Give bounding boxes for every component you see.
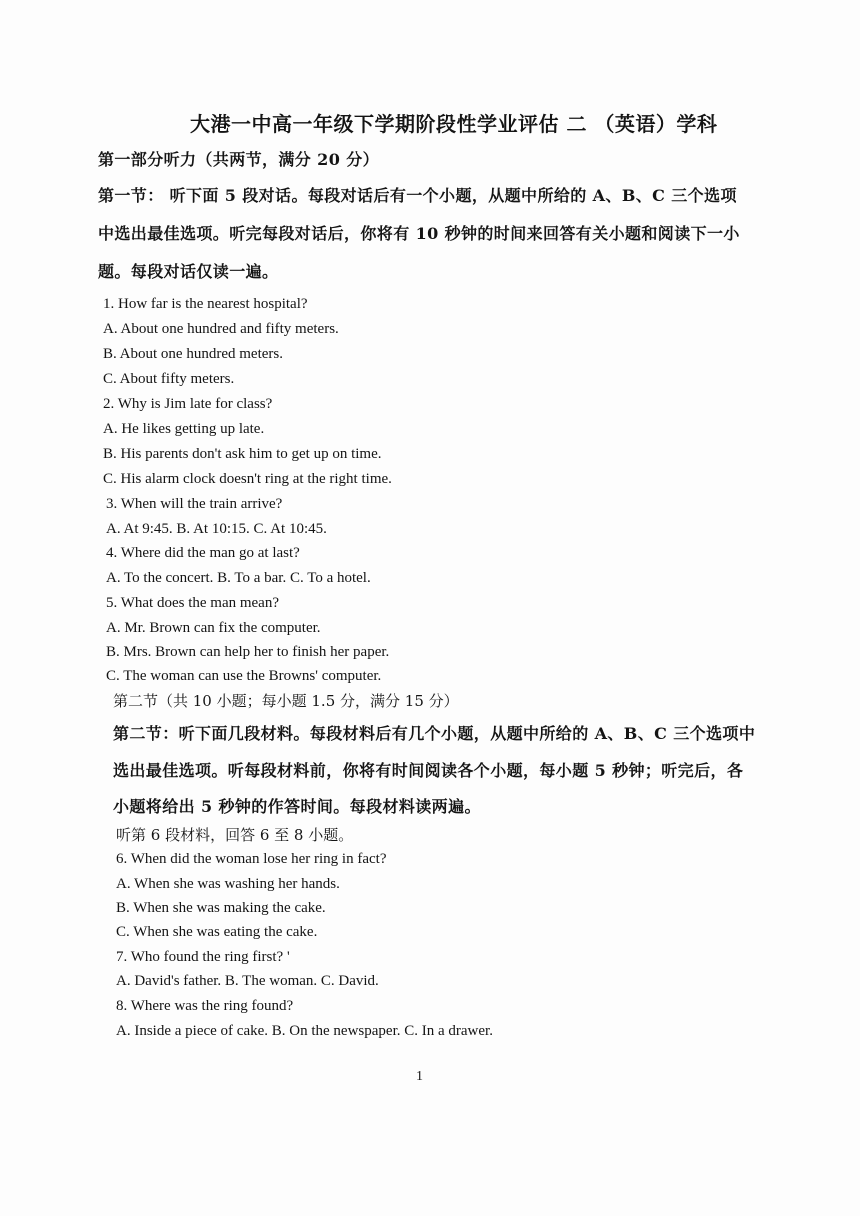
page-number: 1 bbox=[416, 1069, 423, 1084]
option-line: A. He likes getting up late. bbox=[103, 421, 265, 437]
option-line: C. His alarm clock doesn't ring at the right time. bbox=[103, 471, 392, 487]
question-2: 2. Why is Jim late for class? bbox=[103, 396, 273, 412]
section2-heading: 第二节（共 10 小题；每小题 1.5 分，满分 15 分） bbox=[113, 692, 459, 710]
option-line: A. Inside a piece of cake. B. On the newspaper. C. In a drawer. bbox=[116, 1023, 493, 1039]
question-3: 3. When will the train arrive? bbox=[106, 496, 283, 512]
question-4: 4. Where did the man go at last? bbox=[106, 545, 300, 561]
option-line: A. When she was washing her hands. bbox=[116, 876, 340, 892]
section2-instruction-line: 小题将给出 5 秒钟的作答时间。每段材料读两遍。 bbox=[113, 797, 481, 816]
option-line: A. About one hundred and fifty meters. bbox=[103, 321, 339, 337]
option-line: A. To the concert. B. To a bar. C. To a hotel. bbox=[106, 570, 371, 586]
section1-instruction-line: 中选出最佳选项。听完每段对话后，你将有 10 秒钟的时间来回答有关小题和阅读下一小 bbox=[98, 224, 740, 243]
question-6: 6. When did the woman lose her ring in fact? bbox=[116, 851, 387, 867]
section2-instruction-line: 选出最佳选项。听每段材料前，你将有时间阅读各个小题，每小题 5 秒钟；听完后，各 bbox=[113, 761, 744, 780]
section1-instruction-line: 第一节： 听下面 5 段对话。每段对话后有一个小题，从题中所给的 A、B、C 三个选项 bbox=[98, 186, 737, 205]
option-line: A. At 9:45. B. At 10:15. C. At 10:45. bbox=[106, 521, 327, 537]
option-line: B. His parents don't ask him to get up on time. bbox=[103, 446, 382, 462]
question-5: 5. What does the man mean? bbox=[106, 595, 279, 611]
section2-intro: 听第 6 段材料，回答 6 至 8 小题。 bbox=[116, 826, 354, 844]
option-line: A. Mr. Brown can fix the computer. bbox=[106, 620, 321, 636]
option-line: B. Mrs. Brown can help her to finish her paper. bbox=[106, 644, 390, 660]
exam-title: 大港一中高一年级下学期阶段性学业评估 二 （英语）学科 bbox=[190, 112, 718, 136]
question-8: 8. Where was the ring found? bbox=[116, 998, 294, 1014]
option-line: B. When she was making the cake. bbox=[116, 900, 326, 916]
section2-instruction-line: 第二节：听下面几段材料。每段材料后有几个小题，从题中所给的 A、B、C 三个选项中 bbox=[113, 724, 756, 743]
part1-heading: 第一部分听力（共两节，满分 20 分） bbox=[98, 150, 380, 169]
option-line: C. When she was eating the cake. bbox=[116, 924, 318, 940]
option-line: B. About one hundred meters. bbox=[103, 346, 283, 362]
option-line: A. David's father. B. The woman. C. David. bbox=[116, 973, 379, 989]
question-7: 7. Who found the ring first? ' bbox=[116, 949, 290, 965]
question-1: 1. How far is the nearest hospital? bbox=[103, 296, 308, 312]
option-line: C. About fifty meters. bbox=[103, 371, 235, 387]
option-line: C. The woman can use the Browns' computer. bbox=[106, 668, 382, 684]
section1-instruction-line: 题。每段对话仅读一遍。 bbox=[98, 262, 279, 281]
